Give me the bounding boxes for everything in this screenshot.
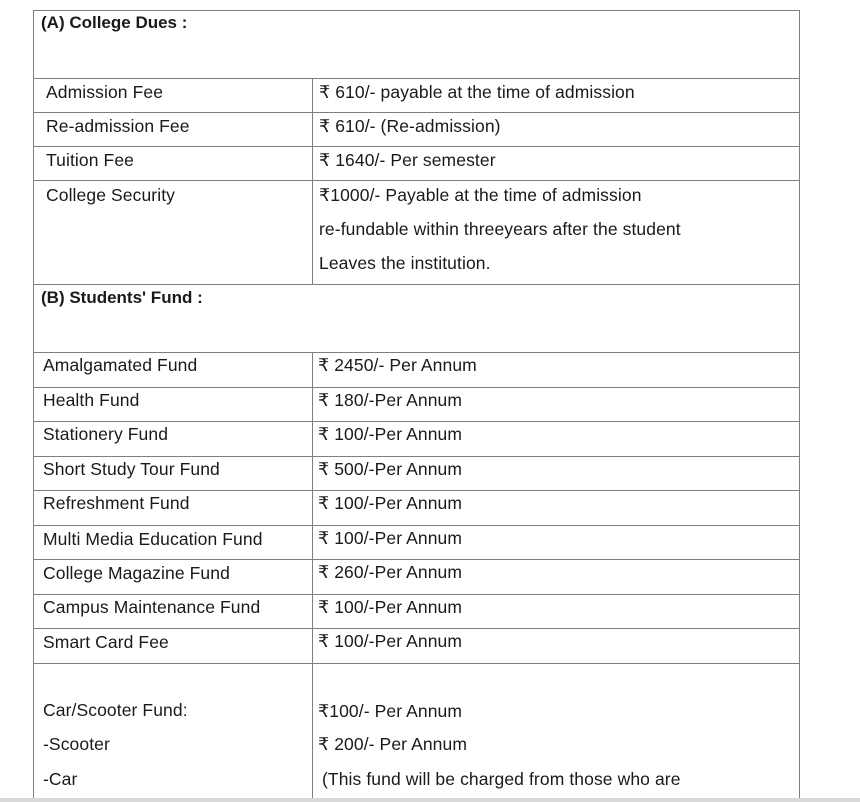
amalgamated-fund-value: ₹ 2450/- Per Annum [318,355,477,375]
row-line [33,180,800,181]
row-line [33,387,800,388]
column-divider-b [312,352,313,802]
car-fund-note: (This fund will be charged from those who are [322,769,681,789]
study-tour-fund-value: ₹ 500/-Per Annum [318,459,463,479]
row-line [33,525,800,526]
campus-maintenance-fund-value: ₹ 100/-Per Annum [318,597,463,617]
row-line [33,628,800,629]
amalgamated-fund-label: Amalgamated Fund [43,355,198,375]
health-fund-value: ₹ 180/-Per Annum [318,390,463,410]
refreshment-fund-value: ₹ 100/-Per Annum [318,493,463,513]
row-line [33,663,800,664]
car-scooter-fund-label: Car/Scooter Fund: [43,700,188,720]
admission-fee-value: ₹ 610/- payable at the time of admission [319,82,635,102]
college-security-label: College Security [46,185,176,205]
college-security-value-line3: Leaves the institution. [319,253,491,273]
college-security-value-line2: re-fundable within threeyears after the student [319,219,681,239]
row-line [33,352,800,353]
smart-card-fee-value: ₹ 100/-Per Annum [318,631,463,651]
row-line [33,284,800,285]
table-top-border [33,10,800,11]
magazine-fund-value: ₹ 260/-Per Annum [318,562,463,582]
row-line [33,112,800,113]
study-tour-fund-label: Short Study Tour Fund [43,459,220,479]
tuition-fee-label: Tuition Fee [46,150,134,170]
section-b-heading: (B) Students' Fund : [41,288,203,307]
scooter-label: -Scooter [43,734,110,754]
tuition-fee-value: ₹ 1640/- Per semester [319,150,496,170]
refreshment-fund-label: Refreshment Fund [43,493,190,513]
section-a-heading: (A) College Dues : [41,13,188,32]
admission-fee-label: Admission Fee [46,82,164,102]
stationery-fund-label: Stationery Fund [43,424,169,444]
multimedia-fund-value: ₹ 100/-Per Annum [318,528,463,548]
table-left-border [33,10,34,802]
row-line [33,78,800,79]
health-fund-label: Health Fund [43,390,140,410]
car-scooter-fund-value: ₹100/- Per Annum [318,701,463,721]
readmission-fee-label: Re-admission Fee [46,116,190,136]
bottom-scroll-edge [0,798,860,802]
smart-card-fee-label: Smart Card Fee [43,632,169,652]
readmission-fee-value: ₹ 610/- (Re-admission) [319,116,501,136]
row-line [33,559,800,560]
multimedia-fund-label: Multi Media Education Fund [43,529,263,549]
stationery-fund-value: ₹ 100/-Per Annum [318,424,463,444]
table-right-border [799,10,800,802]
row-line [33,421,800,422]
car-label: -Car [43,769,78,789]
scooter-fund-value: ₹ 200/- Per Annum [318,734,468,754]
college-security-value: ₹1000/- Payable at the time of admission [319,185,642,205]
row-line [33,594,800,595]
campus-maintenance-fund-label: Campus Maintenance Fund [43,597,261,617]
magazine-fund-label: College Magazine Fund [43,563,230,583]
row-line [33,146,800,147]
column-divider-a [312,78,313,285]
row-line [33,490,800,491]
row-line [33,456,800,457]
